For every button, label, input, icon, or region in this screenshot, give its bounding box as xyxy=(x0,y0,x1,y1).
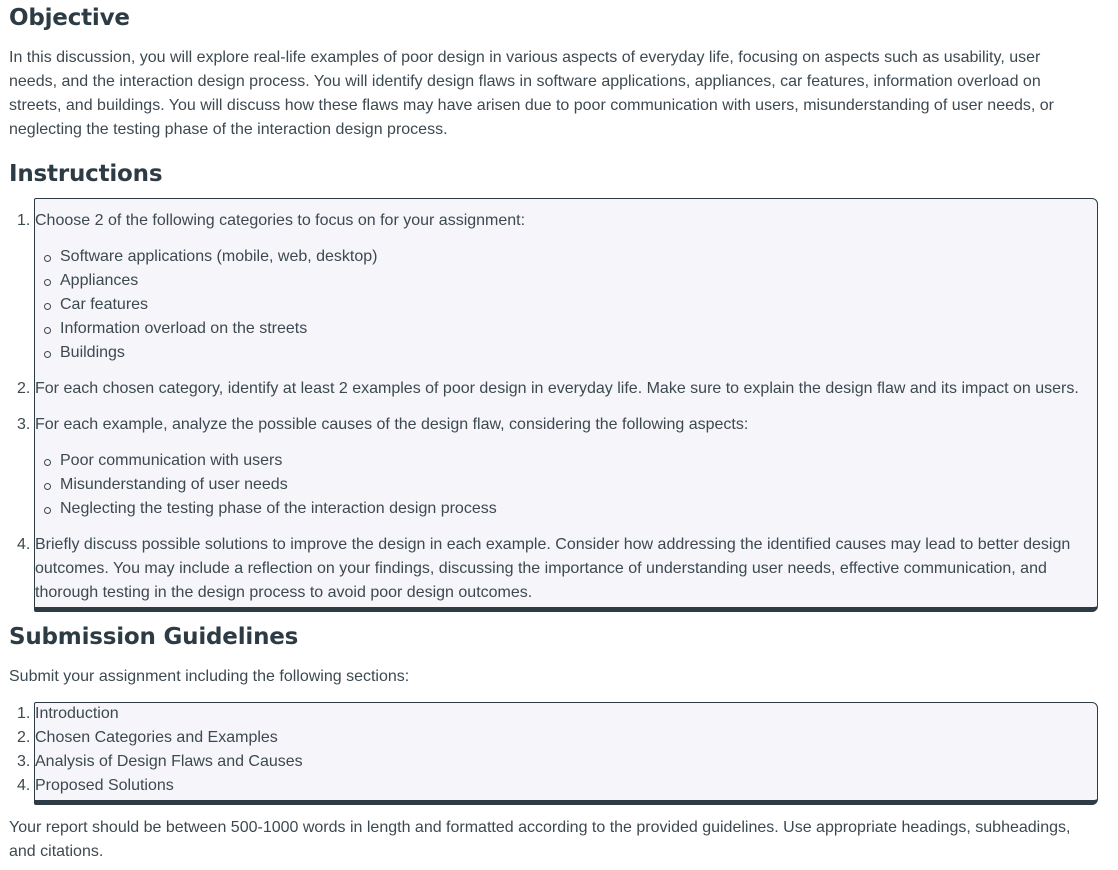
sub-list-item: Neglecting the testing phase of the interaction design process xyxy=(60,500,497,517)
list-item-line: Briefly discuss possible solutions to improve the design in each example. Consider how addressing the identified causes may lead to better design xyxy=(35,536,1071,553)
bullet-icon xyxy=(44,255,51,262)
list-number: 3. xyxy=(17,416,31,433)
list-item: Choose 2 of the following categories to focus on for your assignment: xyxy=(35,212,526,229)
list-item: Proposed Solutions xyxy=(35,777,174,794)
list-number: 3. xyxy=(17,753,31,770)
list-item: Chosen Categories and Examples xyxy=(35,729,278,746)
sub-list-item: Misunderstanding of user needs xyxy=(60,476,288,493)
sub-list-item: Poor communication with users xyxy=(60,452,283,469)
report-guidelines-paragraph: Your report should be between 500-1000 words in length and formatted according to the provided guidelines. Use appropriate headings, subheadings, and citations. xyxy=(9,819,1071,860)
instructions-heading: Instructions xyxy=(9,161,163,187)
submission-intro: Submit your assignment including the following sections: xyxy=(9,668,410,685)
list-item: For each chosen category, identify at least 2 examples of poor design in everyday life. Make sure to explain the design flaw and its impact on users. xyxy=(35,380,1079,397)
sub-list-item: Car features xyxy=(60,296,149,313)
sub-list-item: Buildings xyxy=(60,344,125,361)
list-item-line: thorough testing in the design process to avoid poor design outcomes. xyxy=(35,584,533,601)
list-item: Analysis of Design Flaws and Causes xyxy=(35,753,303,770)
sub-list-item: Information overload on the streets xyxy=(60,320,308,337)
sub-list-item: Software applications (mobile, web, desktop) xyxy=(60,248,378,265)
bullet-icon xyxy=(44,351,51,358)
bullet-icon xyxy=(44,327,51,334)
list-number: 1. xyxy=(17,212,31,229)
list-item: For each example, analyze the possible causes of the design flaw, considering the following aspects: xyxy=(35,416,749,433)
list-item-line: outcomes. You may include a reflection on your findings, discussing the importance of understanding user needs, effective communication, and xyxy=(35,560,1047,577)
list-number: 2. xyxy=(17,380,31,397)
sub-list-item: Appliances xyxy=(60,272,139,289)
list-item: Introduction xyxy=(35,705,119,722)
bullet-icon xyxy=(44,279,51,286)
bullet-icon xyxy=(44,483,51,490)
list-number: 4. xyxy=(17,777,31,794)
objective-heading: Objective xyxy=(9,5,130,31)
objective-paragraph: In this discussion, you will explore real-life examples of poor design in various aspects of everyday life, focusing on aspects such as usability, user needs, and the interaction design process. You will identify design flaws in software applications, appliances, car features, information overload on streets, and buildings. You will discuss how these flaws may have arisen due to poor communication with users, misunderstanding of user needs, or neglecting the testing phase of the interaction design process. xyxy=(9,49,1054,138)
bullet-icon xyxy=(44,303,51,310)
submission-heading: Submission Guidelines xyxy=(9,624,299,650)
bullet-icon xyxy=(44,459,51,466)
list-number: 2. xyxy=(17,729,31,746)
list-number: 1. xyxy=(17,705,31,722)
list-number: 4. xyxy=(17,536,31,553)
bullet-icon xyxy=(44,507,51,514)
